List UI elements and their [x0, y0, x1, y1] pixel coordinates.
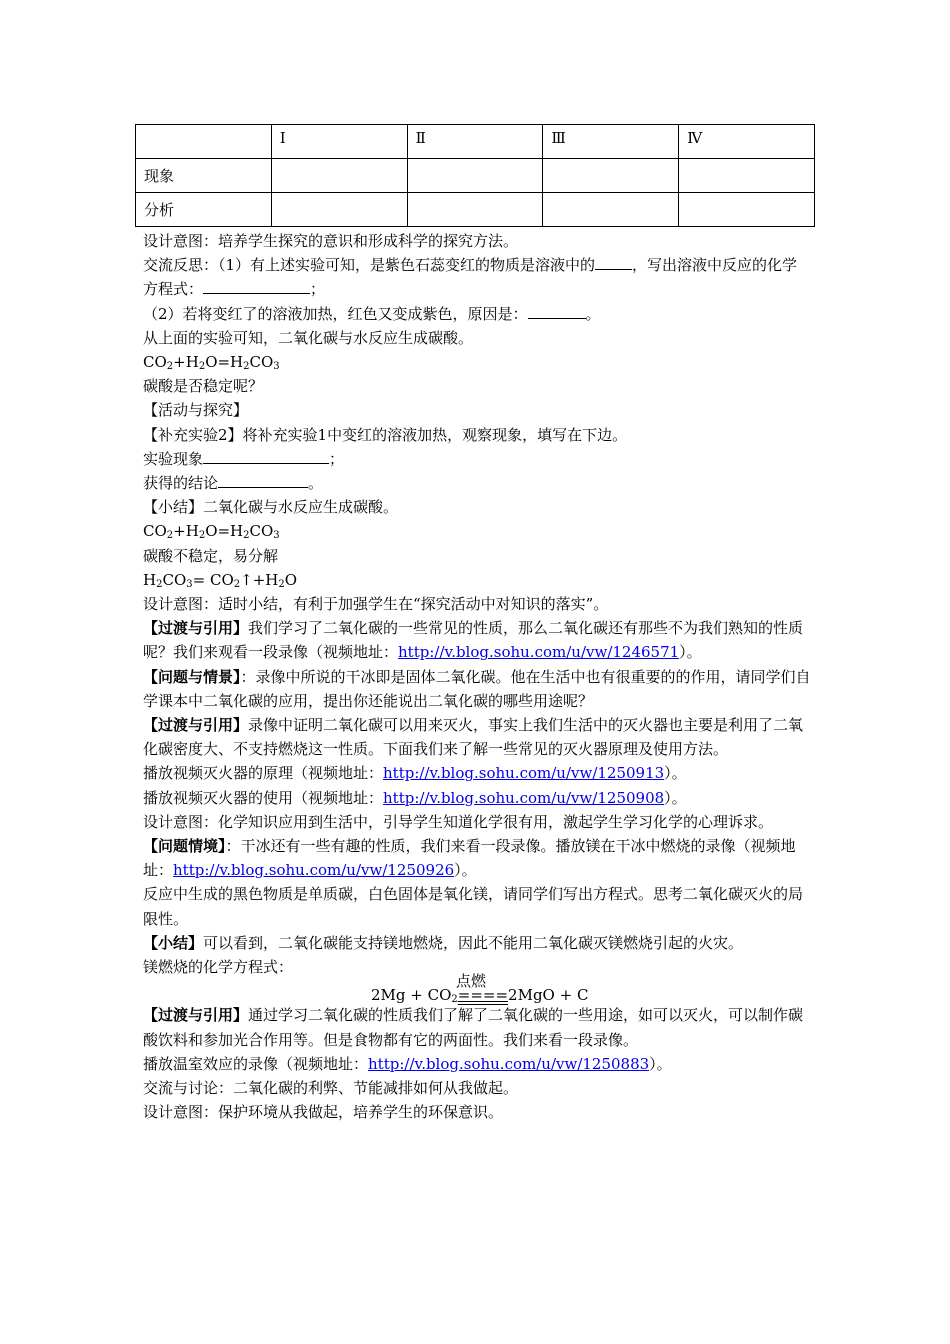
- equation: [143, 519, 811, 543]
- text: CO: [162, 570, 187, 589]
- equation: [143, 350, 811, 374]
- text: 获得的结论: [143, 474, 219, 493]
- text: = CO: [192, 570, 234, 589]
- text: 。: [308, 474, 324, 493]
- paragraph: [143, 471, 811, 495]
- table-cell: [679, 159, 815, 193]
- paragraph: [143, 1003, 811, 1051]
- paragraph: [143, 810, 811, 834]
- paragraph: [143, 882, 811, 930]
- table-cell: [543, 159, 679, 193]
- table-cell: [407, 159, 543, 193]
- subscript: 3: [273, 530, 280, 542]
- text: H: [143, 570, 157, 589]
- table-cell: [543, 193, 679, 227]
- text: ：录像中所说的干冰即是固体二氧化碳。他在生活中也有很重要的的作用，请同学们自学课本中二氧化碳的应用，提出你还能说出二氧化碳的哪些用途呢？: [143, 667, 811, 710]
- table-header-cell: Ⅳ: [679, 125, 815, 159]
- answer-blank: [218, 471, 308, 488]
- text: ）。: [649, 1054, 672, 1073]
- subscript: 2: [198, 530, 206, 542]
- section-label: 【过渡与引用】: [143, 716, 249, 735]
- section-label: 【问题情境】: [143, 837, 226, 856]
- video-link[interactable]: http://v.blog.sohu.com/u/vw/1250908: [383, 788, 665, 807]
- paragraph: [143, 616, 811, 664]
- table-row-label: 现象: [136, 159, 272, 193]
- text: 交流与讨论：二氧化碳的利弊、节能减排如何从我做起。: [143, 1078, 519, 1097]
- text: 交流反思：（1）有上述实验可知，是紫色石蕊变红的物质是溶液中的: [143, 256, 596, 275]
- paragraph: [143, 1100, 811, 1124]
- text: ====: [457, 986, 509, 1005]
- paragraph: [143, 495, 811, 519]
- section-label: 【过渡与引用】: [143, 1006, 249, 1025]
- text: ；: [329, 449, 345, 468]
- text: ，写出溶液中反应的化学方程式：: [143, 256, 798, 299]
- video-link[interactable]: http://v.blog.sohu.com/u/vw/1246571: [398, 643, 680, 662]
- body-text: [143, 229, 811, 1124]
- subscript: 3: [273, 361, 280, 373]
- paragraph: [143, 302, 811, 326]
- paragraph: [143, 253, 811, 301]
- subscript: 2: [166, 530, 174, 542]
- combustion-equation: [143, 972, 811, 1006]
- text: 碳酸不稳定，易分解: [143, 546, 279, 565]
- text: 镁燃烧的化学方程式：: [143, 958, 294, 977]
- text: CO: [249, 353, 274, 372]
- text: 2Mg + CO: [371, 986, 452, 1005]
- subscript: 2: [451, 994, 458, 1006]
- text: 【小结】: [143, 498, 204, 517]
- table-row: [136, 159, 815, 193]
- paragraph: [143, 931, 811, 955]
- text: ↑+H: [240, 570, 279, 589]
- text: 【活动与探究】: [143, 401, 249, 420]
- paragraph: [143, 229, 811, 253]
- section-label: 【小结】: [143, 933, 204, 952]
- text: 碳酸是否稳定呢？: [143, 377, 264, 396]
- subscript: 2: [233, 578, 241, 590]
- answer-blank: [528, 302, 586, 319]
- paragraph: [143, 592, 811, 616]
- text: 播放温室效应的录像（视频地址：: [143, 1054, 369, 1073]
- text: 设计意图：培养学生探究的意识和形成科学的探究方法。: [143, 232, 519, 250]
- text: CO: [143, 522, 167, 541]
- answer-blank: [203, 277, 310, 294]
- paragraph: [143, 423, 811, 447]
- text: 实验现象: [143, 449, 204, 468]
- text: CO: [143, 353, 167, 372]
- paragraph: [143, 398, 811, 422]
- table-header-cell: Ⅰ: [271, 125, 407, 159]
- experiment-table: [135, 124, 815, 227]
- table-row: [136, 193, 815, 227]
- table-header-cell: [136, 125, 272, 159]
- table-header-cell: Ⅲ: [543, 125, 679, 159]
- table-cell: [271, 193, 407, 227]
- text: ：干冰还有一些有趣的性质，我们来看一段录像。播放镁在干冰中燃烧的录像（视频地址：: [143, 837, 796, 880]
- section-label: 【问题与情景】: [143, 667, 241, 686]
- text: CO: [249, 522, 274, 541]
- table-cell: [271, 159, 407, 193]
- reaction-condition: 点燃: [456, 972, 487, 991]
- text: +H: [173, 522, 199, 541]
- paragraph: [143, 713, 811, 761]
- text: ；: [310, 280, 326, 299]
- subscript: 2: [156, 578, 163, 590]
- text: 从上面的实验可知，二氧化碳与水反应生成碳酸。: [143, 328, 474, 347]
- text: O: [284, 570, 298, 589]
- text: ）。: [664, 764, 687, 783]
- paragraph: [143, 665, 811, 713]
- video-link[interactable]: http://v.blog.sohu.com/u/vw/1250883: [368, 1054, 650, 1073]
- text: 二氧化碳与水反应生成碳酸。: [203, 498, 399, 517]
- text: 我们学习了二氧化碳的一些常见的性质，那么二氧化碳还有那些不为我们熟知的性质呢？我们来观看一段录像（视频地址：: [143, 619, 804, 662]
- subscript: 2: [198, 361, 206, 373]
- table-row-label: 分析: [136, 193, 272, 227]
- paragraph: [143, 761, 811, 785]
- text: +H: [173, 353, 199, 372]
- paragraph: [143, 544, 811, 568]
- text: 录像中证明二氧化碳可以用来灭火，事实上我们生活中的灭火器也主要是利用了二氧化碳密度大、不支持燃烧这一性质。下面我们来了解一些常见的灭火器原理及使用方法。: [143, 716, 804, 759]
- table-cell: [679, 193, 815, 227]
- text: 可以看到，二氧化碳能支持镁地燃烧，因此不能用二氧化碳灭镁燃烧引起的火灾。: [203, 933, 744, 952]
- text: ）。: [679, 643, 702, 662]
- paragraph: [143, 374, 811, 398]
- text: 【补充实验2】将补充实验1中变红的溶液加热，观察现象，填写在下边。: [143, 425, 628, 444]
- paragraph: [143, 1076, 811, 1100]
- equation-formula: [371, 983, 588, 1007]
- text: 通过学习二氧化碳的性质我们了解了二氧化碳的一些用途，如可以灭火，可以制作碳酸饮料和参加光合作用等。但是食物都有它的两面性。我们来看一段录像。: [143, 1006, 804, 1049]
- paragraph: [143, 834, 811, 882]
- text: （2）若将变红了的溶液加热，红色又变成紫色，原因是：: [143, 304, 528, 323]
- video-link[interactable]: http://v.blog.sohu.com/u/vw/1250913: [383, 764, 665, 783]
- paragraph: [143, 1052, 811, 1076]
- section-label: 【过渡与引用】: [143, 619, 249, 638]
- table-header-row: [136, 125, 815, 159]
- paragraph: [143, 786, 811, 810]
- subscript: 2: [243, 361, 250, 373]
- table-cell: [407, 193, 543, 227]
- answer-blank: [203, 447, 329, 464]
- paragraph: [143, 447, 811, 471]
- text: 设计意图：化学知识应用到生活中，引导学生知道化学很有用，激起学生学习化学的心理诉求。: [143, 812, 774, 831]
- text: ）。: [664, 788, 687, 807]
- paragraph: [143, 326, 811, 350]
- subscript: 2: [166, 361, 174, 373]
- subscript: 3: [186, 578, 193, 590]
- text: O=H: [205, 353, 244, 372]
- answer-blank: [595, 253, 632, 270]
- text: 反应中生成的黑色物质是单质碳，白色固体是氧化镁，请同学们写出方程式。思考二氧化碳灭火的局限性。: [143, 885, 804, 928]
- text: 设计意图：适时小结，有利于加强学生在“探究活动中对知识的落实”。: [143, 595, 609, 614]
- video-link[interactable]: http://v.blog.sohu.com/u/vw/1250926: [173, 861, 455, 880]
- table-header-cell: Ⅱ: [407, 125, 543, 159]
- text: ）。: [454, 861, 477, 880]
- equation: [143, 568, 811, 592]
- text: 播放视频灭火器的原理（视频地址：: [143, 764, 384, 783]
- subscript: 2: [243, 530, 250, 542]
- text: O=H: [205, 522, 244, 541]
- text: 。: [585, 304, 601, 323]
- text: 设计意图：保护环境从我做起，培养学生的环保意识。: [143, 1103, 504, 1122]
- text: 播放视频灭火器的使用（视频地址：: [143, 788, 384, 807]
- text: 2MgO + C: [508, 986, 589, 1005]
- subscript: 2: [278, 578, 285, 590]
